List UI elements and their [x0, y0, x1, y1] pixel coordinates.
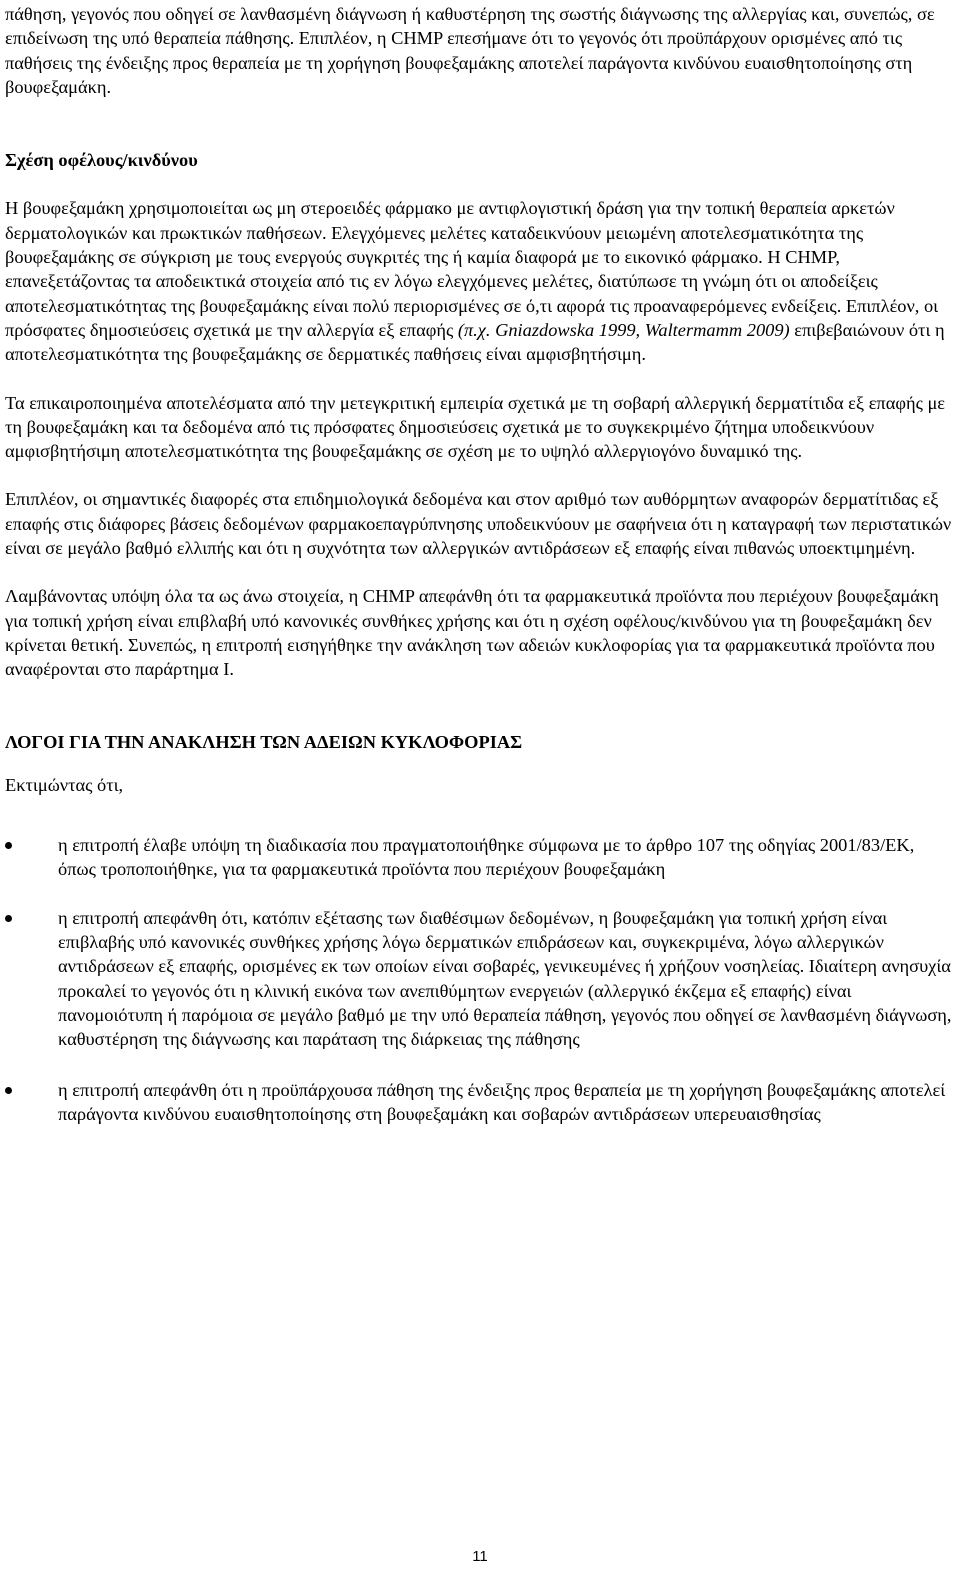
- list-item-text: η επιτροπή έλαβε υπόψη τη διαδικασία που πραγματοποιήθηκε σύμφωνα με το άρθρο 107 της οδηγίας 2001/83/ΕΚ, όπως τροποποιήθηκε, για τα φαρμακευτικά προϊόντα που περιέχουν βουφεξαμάκη: [58, 835, 915, 880]
- paragraph-1-text-a: Η βουφεξαμάκη χρησιμοποιείται ως μη στεροειδές φάρμακο με αντιφλογιστική δράση για την τοπική θεραπεία αρκετών δερματολογικών και πρωκτικών παθήσεων. Ελεγχόμενες μελέτες καταδεικνύουν μειωμένη αποτελεσματικότητα της βουφεξαμάκης σε σύγκριση με τους ενεργούς συγκριτές της ή καμία διαφορά με το εικονικό φάρμακο. Η CHMP, επανεξετάζοντας τα αποδεικτικά στοιχεία από τις εν λόγω ελεγχόμενες μελέτες, διατύπωσε τη γνώμη ότι οι αποδείξεις αποτελεσματικότητας της βουφεξαμάκης είναι πολύ περιορισμένες σε ό,τι αφορά τις προαναφερόμενες ενδείξεις. Επιπλέον, οι πρόσφατες δημοσιεύσεις σχετικά με την αλλεργία εξ επαφής: [5, 198, 939, 340]
- literature-reference: (π.χ. Gniazdowska 1999, Waltermamm 2009): [457, 319, 790, 340]
- bullet-icon: [5, 915, 12, 922]
- benefit-risk-paragraph-1: [5, 196, 955, 366]
- intro-paragraph: πάθηση, γεγονός που οδηγεί σε λανθασμένη διάγνωση ή καθυστέρηση της σωστής διάγνωσης της αλλεργίας και, συνεπώς, σε επιδείνωση της υπό θεραπεία πάθησης. Επιπλέον, η CHMP επεσήμανε ότι το γεγονός ότι προϋπάρχουν ορισμένες από τις παθήσεις της ένδειξης προς θεραπεία με τη χορήγηση βουφεξαμάκης αποτελεί παράγοντα κινδύνου ευαισθητοποίησης στη βουφεξαμάκη.: [5, 4, 935, 97]
- benefit-risk-heading: Σχέση οφέλους/κινδύνου: [5, 150, 198, 171]
- page-number: 11: [472, 1548, 488, 1565]
- list-item: [5, 906, 955, 1052]
- benefit-risk-paragraph-3: Επιπλέον, οι σημαντικές διαφορές στα επιδημιολογικά δεδομένα και στον αριθμό των αυθόρμητων αναφορών δερματίτιδας εξ επαφής στις διάφορες βάσεις δεδομένων φαρμακοεπαγρύπνησης υποδεικνύουν με σαφήνεια ότι η καταγραφή των περιστατικών είναι σε μεγάλο βαθμό ελλιπής και ότι η συχνότητα των αλλεργικών αντιδράσεων εξ επαφής είναι πιθανώς υποεκτιμημένη.: [5, 489, 952, 559]
- considering-label: Εκτιμώντας ότι,: [5, 774, 124, 795]
- bullet-icon: [5, 1087, 12, 1094]
- bullet-icon: [5, 842, 12, 849]
- grounds-bullet-list: [5, 833, 955, 1126]
- benefit-risk-paragraph-2: Τα επικαιροποιημένα αποτελέσματα από την μετεγκριτική εμπειρία σχετικά με τη σοβαρή αλλεργική δερματίτιδα εξ επαφής με τη βουφεξαμάκη και τα δεδομένα από τις πρόσφατες δημοσιεύσεις σχετικά με το συγκεκριμένο ζήτημα υποδεικνύουν αμφισβητήσιμη αποτελεσματικότητα της βουφεξαμάκης σε σχέση με το υψηλό αλλεργιογόνο δυναμικό της.: [5, 392, 946, 462]
- paragraph-1-text-b: επιβεβαιώνουν ότι η αποτελεσματικότητα της βουφεξαμάκης σε δερματικές παθήσεις είναι αμφισβητήσιμη.: [5, 319, 945, 365]
- document-page: [5, 0, 955, 1126]
- list-item-text: η επιτροπή απεφάνθη ότι η προϋπάρχουσα πάθηση της ένδειξης προς θεραπεία με τη χορήγηση βουφεξαμάκης αποτελεί παράγοντα κινδύνου ευαισθητοποίησης στη βουφεξαμάκη και σοβαρών αντιδράσεων υπερευαισθησίας: [58, 1079, 946, 1124]
- list-item: [5, 1078, 955, 1127]
- list-item: [5, 833, 955, 882]
- list-item-text: η επιτροπή απεφάνθη ότι, κατόπιν εξέτασης των διαθέσιμων δεδομένων, η βουφεξαμάκη για τοπική χρήση είναι επιβλαβής υπό κανονικές συνθήκες χρήσης λόγω δερματικών επιδράσεων και, συγκεκριμένα, λόγω αλλεργικών αντιδράσεων εξ επαφής, ορισμένες εκ των οποίων είναι σοβαρές, γενικευμένες ή χρήζουν νοσηλείας. Ιδιαίτερη ανησυχία προκαλεί το γεγονός ότι η κλινική εικόνα των ανεπιθύμητων ενεργειών (αλλεργικό έκζεμα εξ επαφής) είναι πανομοιότυπη ή παρόμοια σε μεγάλο βαθμό με την υπό θεραπεία πάθηση, γεγονός που οδηγεί σε λανθασμένη διάγνωση, καθυστέρηση της διάγνωσης και παράταση της διάρκειας της πάθησης: [58, 907, 952, 1050]
- grounds-heading: ΛΟΓΟΙ ΓΙΑ ΤΗΝ ΑΝΑΚΛΗΣΗ ΤΩΝ ΑΔΕΙΩΝ ΚΥΚΛΟΦΟΡΙΑΣ: [5, 731, 523, 752]
- benefit-risk-paragraph-4: Λαμβάνοντας υπόψη όλα τα ως άνω στοιχεία, η CHMP απεφάνθη ότι τα φαρμακευτικά προϊόντα που περιέχουν βουφεξαμάκη για τοπική χρήση είναι επιβλαβή υπό κανονικές συνθήκες χρήσης και ότι η σχέση οφέλους/κινδύνου για τη βουφεξαμάκη δεν κρίνεται θετική. Συνεπώς, η επιτροπή εισηγήθηκε την ανάκληση των αδειών κυκλοφορίας για τα φαρμακευτικά προϊόντα που αναφέρονται στο παράρτημα Ι.: [5, 586, 939, 680]
